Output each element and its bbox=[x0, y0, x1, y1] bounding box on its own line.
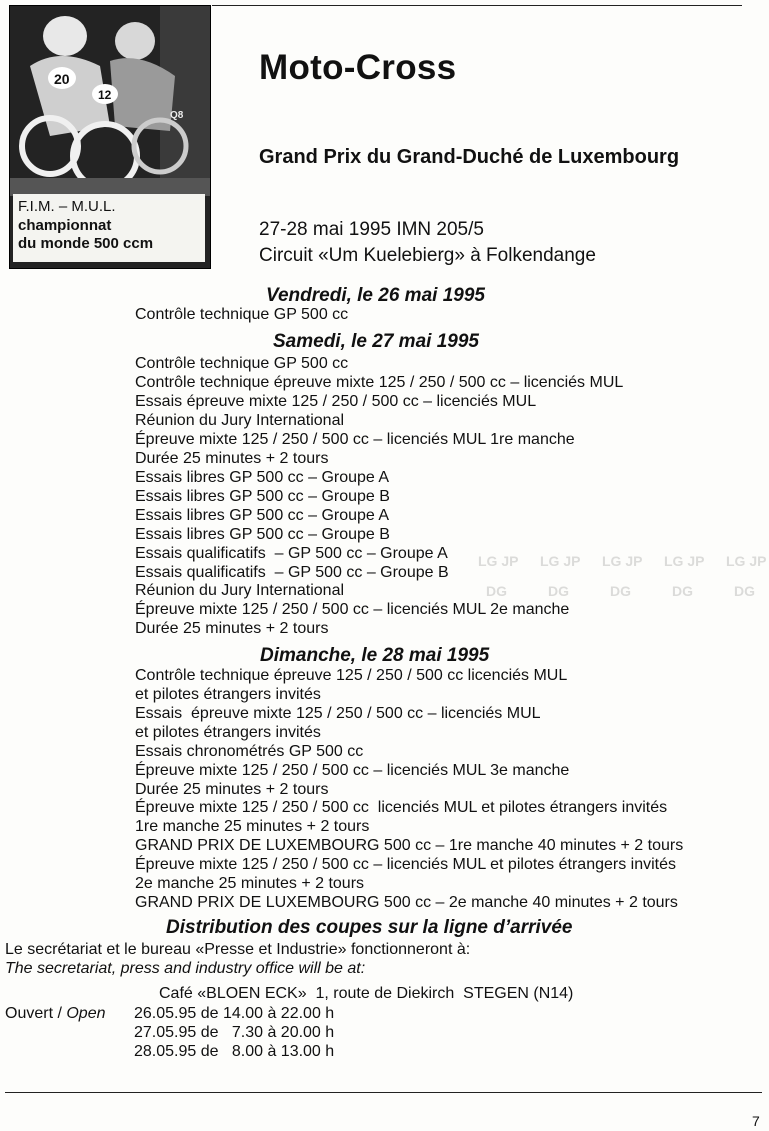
watermark-text: DG bbox=[610, 583, 631, 599]
distribution-heading: Distribution des coupes sur la ligne d’arrivée bbox=[166, 917, 573, 938]
schedule-desc: Contrôle technique GP 500 cc bbox=[135, 306, 349, 323]
day-heading-saturday: Samedi, le 27 mai 1995 bbox=[273, 331, 479, 352]
schedule-desc: Essais chronométrés GP 500 cc bbox=[135, 743, 364, 760]
svg-text:Q8: Q8 bbox=[170, 110, 184, 121]
svg-text:20: 20 bbox=[54, 71, 70, 87]
event-date: 27-28 mai 1995 IMN 205/5 bbox=[259, 219, 484, 240]
secretariat-line-fr: Le secrétariat et le bureau «Presse et Industrie» fonctionneront à: bbox=[5, 941, 471, 958]
watermark-text: LG JP bbox=[478, 553, 519, 569]
bottom-rule bbox=[5, 1092, 762, 1093]
top-rule bbox=[212, 5, 742, 6]
event-circuit: Circuit «Um Kuelebierg» à Folkendange bbox=[259, 245, 596, 266]
poster-caption-box bbox=[13, 194, 205, 262]
day-heading-friday: Vendredi, le 26 mai 1995 bbox=[266, 285, 485, 306]
schedule-desc: GRAND PRIX DE LUXEMBOURG 500 cc – 1re manche 40 minutes + 2 tours bbox=[135, 837, 684, 854]
schedule-desc: GRAND PRIX DE LUXEMBOURG 500 cc – 2e manche 40 minutes + 2 tours bbox=[135, 894, 678, 911]
schedule-desc: Contrôle technique GP 500 cc bbox=[135, 355, 349, 372]
watermark-text: DG bbox=[548, 583, 569, 599]
opening-hours-row: 26.05.95 de 14.00 à 22.00 h bbox=[134, 1005, 335, 1022]
watermark-text: LG JP bbox=[664, 553, 705, 569]
watermark-text: DG bbox=[734, 583, 755, 599]
schedule-desc: Essais épreuve mixte 125 / 250 / 500 cc – licenciés MUL bbox=[135, 393, 537, 410]
watermark-text: LG JP bbox=[540, 553, 581, 569]
schedule-desc-continued: Durée 25 minutes + 2 tours bbox=[135, 620, 329, 637]
svg-text:12: 12 bbox=[98, 88, 112, 102]
opening-hours-row: 28.05.95 de 8.00 à 13.00 h bbox=[134, 1043, 335, 1060]
schedule-desc: Essais libres GP 500 cc – Groupe B bbox=[135, 526, 390, 543]
open-label-fr: Ouvert / bbox=[5, 1005, 67, 1022]
schedule-desc: Essais qualificatifs – GP 500 cc – Groupe B bbox=[135, 564, 449, 581]
schedule-desc: Épreuve mixte 125 / 250 / 500 cc – licenciés MUL 3e manche bbox=[135, 762, 570, 779]
schedule-desc-continued: Durée 25 minutes + 2 tours bbox=[135, 781, 329, 798]
schedule-desc: Contrôle technique épreuve 125 / 250 / 500 cc licenciés MUL bbox=[135, 667, 568, 684]
watermark-text: DG bbox=[486, 583, 507, 599]
schedule-desc: Épreuve mixte 125 / 250 / 500 cc – licenciés MUL et pilotes étrangers invités bbox=[135, 856, 677, 873]
watermark-text: LG JP bbox=[726, 553, 767, 569]
watermark-logo bbox=[478, 548, 769, 604]
page-subtitle: Grand Prix du Grand-Duché de Luxembourg bbox=[259, 146, 680, 168]
watermark-text: LG JP bbox=[602, 553, 643, 569]
schedule-desc: Réunion du Jury International bbox=[135, 582, 345, 599]
open-label bbox=[5, 1004, 106, 1023]
schedule-desc: Contrôle technique épreuve mixte 125 / 250 / 500 cc – licenciés MUL bbox=[135, 374, 624, 391]
poster-caption-fim: F.I.M. – M.U.L. bbox=[18, 198, 116, 215]
schedule-desc: Essais libres GP 500 cc – Groupe B bbox=[135, 488, 390, 505]
schedule-desc-continued: et pilotes étrangers invités bbox=[135, 724, 321, 741]
schedule-desc: Épreuve mixte 125 / 250 / 500 cc – licenciés MUL 2e manche bbox=[135, 601, 570, 618]
open-label-en: Open bbox=[66, 1005, 106, 1022]
secretariat-line-en: The secretariat, press and industry office will be at: bbox=[5, 960, 366, 977]
poster-image bbox=[9, 5, 211, 269]
schedule-desc: Essais libres GP 500 cc – Groupe A bbox=[135, 507, 390, 524]
page-title: Moto-Cross bbox=[259, 48, 457, 87]
schedule-desc-continued: et pilotes étrangers invités bbox=[135, 686, 321, 703]
day-heading-sunday: Dimanche, le 28 mai 1995 bbox=[260, 645, 490, 666]
schedule-desc: Essais épreuve mixte 125 / 250 / 500 cc – licenciés MUL bbox=[135, 705, 541, 722]
schedule-desc: Essais libres GP 500 cc – Groupe A bbox=[135, 469, 390, 486]
schedule-desc: Essais qualificatifs – GP 500 cc – Groupe A bbox=[135, 545, 448, 562]
poster-caption-class: du monde 500 ccm bbox=[18, 235, 154, 252]
schedule-desc-continued: 1re manche 25 minutes + 2 tours bbox=[135, 818, 370, 835]
cafe-address: Café «BLOEN ECK» 1, route de Diekirch STEGEN (N14) bbox=[159, 985, 574, 1002]
schedule-desc-continued: Durée 25 minutes + 2 tours bbox=[135, 450, 329, 467]
poster-caption-championship: championnat bbox=[18, 217, 112, 234]
schedule-desc: Épreuve mixte 125 / 250 / 500 cc – licenciés MUL 1re manche bbox=[135, 431, 575, 448]
opening-hours-row: 27.05.95 de 7.30 à 20.00 h bbox=[134, 1024, 335, 1041]
watermark-text: DG bbox=[672, 583, 693, 599]
page-number: 7 bbox=[752, 1113, 760, 1129]
schedule-desc-continued: 2e manche 25 minutes + 2 tours bbox=[135, 875, 365, 892]
schedule-desc: Épreuve mixte 125 / 250 / 500 cc licenciés MUL et pilotes étrangers invités bbox=[135, 799, 668, 816]
schedule-desc: Réunion du Jury International bbox=[135, 412, 345, 429]
